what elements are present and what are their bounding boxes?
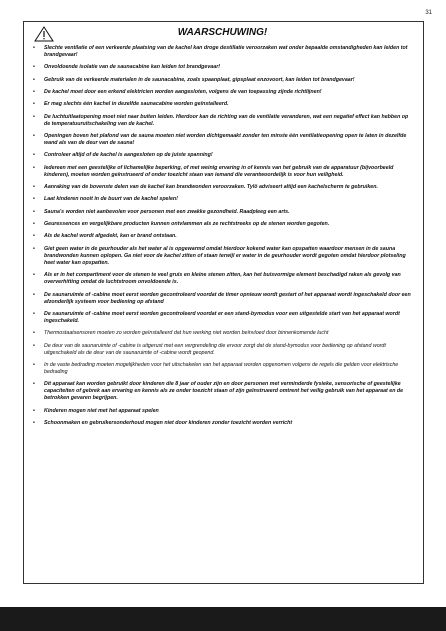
warning-item [32,101,413,108]
warning-item [32,45,413,59]
warning-item-text: Controleer altijd of de kachel is aangesloten op de juiste spanning! [44,152,213,159]
bullet-icon: • [33,221,35,228]
warning-item-text: De saunaruimte of -cabine moet eerst worden gecontroleerd voordat de timer opnieuw wordt gestart of het apparaat wordt ingeschakeld door een afzonderlijk systeem voor bediening op afstand [44,291,411,305]
warning-header [32,25,413,43]
bullet-icon: • [33,291,35,298]
bullet-icon: • [33,208,35,215]
warning-item-text: Onvoldoende isolatie van de saunacabine kan leiden tot brandgevaar! [44,64,221,71]
footer-bar [0,607,446,631]
warning-item-text: De luchtuitlaatopening moet niet naar buiten leiden. Hierdoor kan de richting van de ventilatie veranderen, wat een negatief effect kan hebben op de temperatuuruitschakeling van de kachel. [44,113,409,127]
warning-item [32,64,413,71]
bullet-icon: • [33,381,35,388]
page-number: 31 [425,10,432,16]
warning-item [32,272,413,286]
warning-item [32,311,413,325]
bullet-icon: • [33,152,35,159]
warning-item [32,381,413,402]
warning-item [32,420,413,427]
bullet-icon: • [33,361,35,368]
warning-item-text: Laat kinderen nooit in de buurt van de kachel spelen! [44,196,178,203]
warning-item-text: Geuressences en vergelijkbare producten kunnen ontvlammen als ze rechtstreeks op de stenen worden gegoten. [44,221,330,228]
bullet-icon: • [33,101,35,108]
warning-item [32,330,413,337]
bullet-icon: • [33,330,35,337]
warning-item-text: Thermostaatsensoren moeten zo worden geïnstalleerd dat hun werking niet worden beïnvloed door binnenkomende lucht [44,330,329,337]
bullet-icon: • [33,64,35,71]
warning-item [32,196,413,203]
warning-item [32,133,413,147]
warning-item-text: Kinderen mogen niet met het apparaat spelen [44,407,159,414]
bullet-icon: • [33,310,35,317]
bullet-icon: • [33,113,35,120]
bullet-icon: • [33,272,35,279]
warning-triangle-icon [34,26,54,42]
warning-list [32,45,413,427]
warning-item-text: Schoonmaken en gebruikersonderhoud mogen niet door kinderen zonder toezicht worden verricht [44,419,293,426]
bullet-icon: • [33,245,35,252]
bullet-icon: • [33,233,35,240]
warning-item-text: Giet geen water in de geurhouder als het water al is opgewarmd omdat hierdoor kokend water kan opspatten waardoor mensen in de sauna brandwonden kunnen oplopen. Ga niet voor de kachel zitten of staan terwijl er water in de geurhouder wordt gegoten omdat hierdoor plotseling heet water kan opspatten. [44,245,406,266]
warning-item [32,246,413,267]
warning-item-text: Openingen boven het plafond van de sauna moeten niet worden dichtgemaakt zonder ten minste één ventilatieopening open te laten in dezelfde wand als van de deur van de sauna! [44,133,407,147]
warning-item-text: De kachel moet door een erkend elektricien worden aangesloten, volgens de van toepassing zijnde richtlijnen! [44,89,322,96]
warning-item-text: De saunaruimte of -cabine moet eerst worden gecontroleerd voordat er een stand-bymodus voor een uitgestelde start van het apparaat wordt ingeschakeld. [44,310,400,324]
warning-item-text: Iedereen met een geestelijke of lichamelijke beperking, of met weinig ervaring in of kennis van het gebruik van de apparatuur (bijvoorbeeld kinderen), moeten worden geïnstrueerd of onder toezicht staan van iemand die verantwoordelijk is voor hun veiligheid. [44,164,394,178]
bullet-icon: • [33,196,35,203]
warning-item [32,209,413,216]
warning-item [32,184,413,191]
warning-item [32,408,413,415]
bullet-icon: • [33,133,35,140]
warning-title: WAARSCHUWING! [177,27,268,38]
bullet-icon: • [33,164,35,171]
warning-item-text: Aanraking van de bovenste delen van de kachel kan brandwonden veroorzaken. Tylö adviseert altijd een kachelscherm te gebruiken. [44,184,378,191]
bullet-icon: • [33,45,35,51]
warning-item-text: Sauna's worden niet aanbevolen voor personen met een zwakke gezondheid. Raadpleeg een arts. [44,208,290,215]
warning-item [32,152,413,159]
warning-item-text: Dit apparaat kan worden gebruikt door kinderen die 8 jaar of ouder zijn en door personen met verminderde fysieke, sensorische of geestelijke capaciteiten of gebrek aan ervaring en kennis als ze onder toezicht staan of zijn geïnstrueerd omtrent het veilig gebruik van het apparaat en de betrokken gevaren begrijpen. [44,381,404,402]
warning-item [32,362,413,376]
bullet-icon: • [33,89,35,96]
warning-item [32,114,413,128]
warning-box [23,21,424,584]
bullet-icon: • [33,419,35,426]
warning-item [32,165,413,179]
bullet-icon: • [33,76,35,83]
warning-item-text: De deur van de saunaruimte of -cabine is uitgerust met een vergrendeling die ervoor zorgt dat de stand-bymodus voor bediening op afstand wordt uitgeschakeld als de deur van de saunaruimte of -cabine wordt geopend. [44,342,386,356]
warning-item [32,89,413,96]
warning-item-text: Als de kachel wordt afgedekt, kan er brand ontstaan. [44,233,177,240]
warning-item [32,233,413,240]
warning-item-text: Slechte ventilatie of een verkeerde plaatsing van de kachel kan droge destillatie veroorzaken wat onder bepaalde omstandigheden kan leiden tot brandgevaar! [44,45,408,58]
warning-item-text: In de vaste bedrading moeten mogelijkheden voor het uitschakelen van het apparaat worden opgenomen volgens de regels die gelden voor elektrische bedrading [44,361,399,375]
warning-item [32,292,413,306]
warning-item [32,221,413,228]
warning-item-text: Gebruik van de verkeerde materialen in de saunacabine, zoals spaanplaat, gipsplaat enzovoort, kan leiden tot brandgevaar! [44,76,355,83]
bullet-icon: • [33,342,35,349]
warning-item [32,343,413,357]
warning-item-text: Er mag slechts één kachel in dezelfde saunacabine worden geïnstalleerd. [44,101,229,108]
warning-item-text: Als er in het compartiment voor de stenen te veel gruis en kleine stenen zitten, kan het buisvormige element beschadigd raken als gevolg van oververhitting omdat de luchtstroom onvoldoende is. [44,272,401,286]
warning-item [32,77,413,84]
bullet-icon: • [33,407,35,414]
bullet-icon: • [33,184,35,191]
